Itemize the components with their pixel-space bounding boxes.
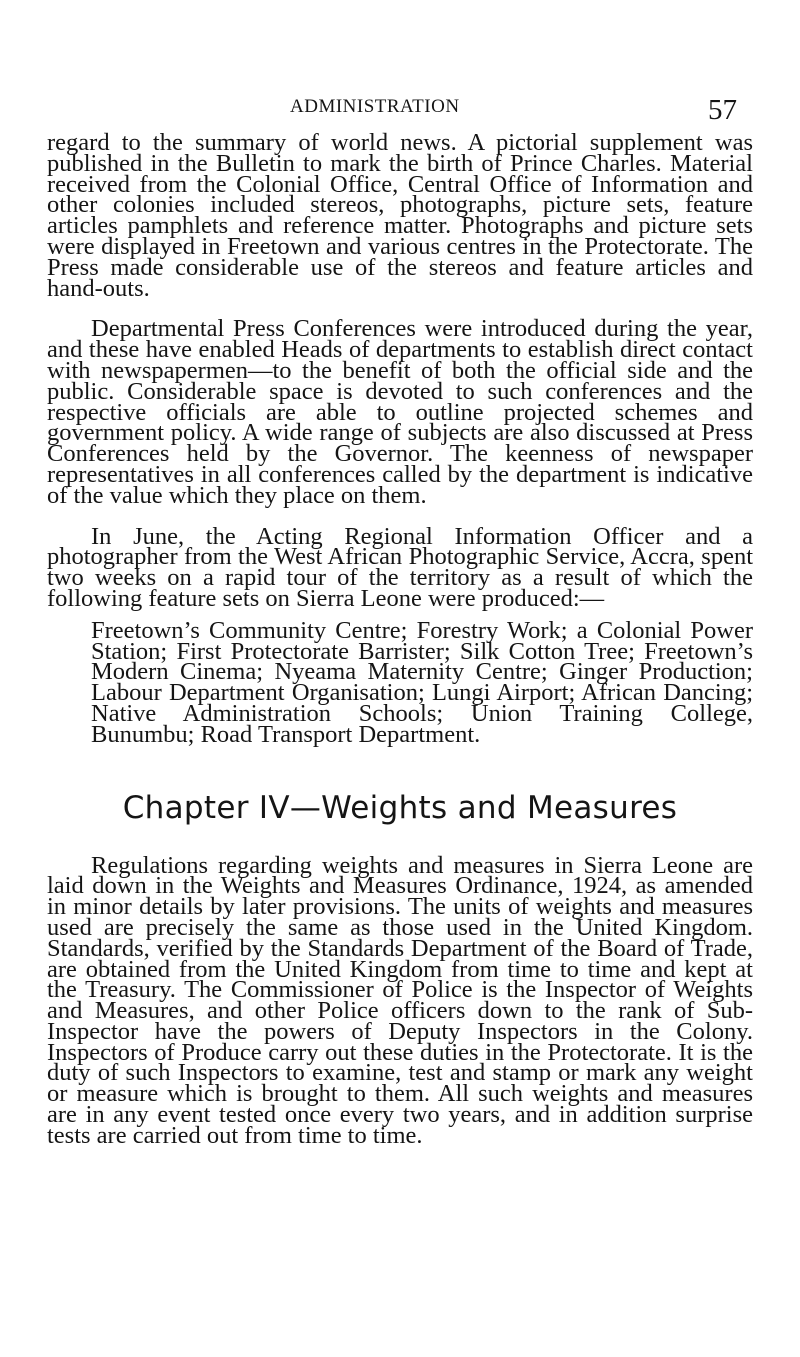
chapter-heading: Chapter IV—Weights and Measures [122, 789, 678, 826]
body-text [47, 129, 753, 1149]
paragraph-photographic-tour: In June, the Acting Regional Information Officer and a photographer from the West African Photographic Service, Accra, spent two weeks on a rapid tour of the territory as a result of which the following feature sets on Sierra Leone were produced:— [47, 522, 753, 612]
feature-sets-list: Freetown’s Community Centre; Forestry Work; a Colonial Power Station; First Protectorate Barrister; Silk Cotton Tree; Freetown’s Modern Cinema; Nyeama Maternity Centre; Ginger Production; Labour Department Organisation; Lungi Airport; African Dancing; Native Administration Schools; Union Training College, Bunumbu; Road Transport Department. [91, 616, 753, 748]
page-number: 57 [708, 94, 737, 126]
running-title: ADMINISTRATION [290, 96, 460, 117]
paragraph-news-supplement: regard to the summary of world news. A pictorial supplement was published in the Bulletin to mark the birth of Prince Charles. Material received from the Colonial Office, Central Office of Information and other colonies included stereos, photographs, picture sets, feature articles pamphlets and reference matter. Photographs and picture sets were displayed in Freetown and various centres in the Protectorate. The Press made considerable use of the stereos and feature articles and hand-outs. [47, 129, 753, 302]
running-head [0, 94, 800, 124]
paragraph-weights-measures: Regulations regarding weights and measures in Sierra Leone are laid down in the Weights and Measures Ordinance, 1924, as amended in minor details by later provisions. The units of weights and measures used are precisely the same as those used in the United Kingdom. Standards, verified by the Standards Department of the Board of Trade, are obtained from the United Kingdom from time to time and kept at the Treasury. The Commissioner of Police is the Inspector of Weights and Measures, and other Police officers down to the rank of Sub-Inspector have the powers of Deputy Inspectors in the Colony. Inspectors of Produce carry out these duties in the Protectorate. It is the duty of such Inspectors to examine, test and stamp or mark any weight or measure which is brought to them. All such weights and measures are in any event tested once every two years, and in addition surprise tests are carried out from time to time. [47, 851, 753, 1149]
paragraph-press-conferences: Departmental Press Conferences were introduced during the year, and these have enabled Heads of departments to establish direct contact with newspapermen—to the benefit of both the official side and the public. Considerable space is devoted to such conferences and the respective officials are able to outline projected schemes and government policy. A wide range of subjects are also discussed at Press Conferences held by the Governor. The keenness of newspaper representatives in all conferences called by the department is indicative of the value which they place on them. [47, 315, 753, 509]
